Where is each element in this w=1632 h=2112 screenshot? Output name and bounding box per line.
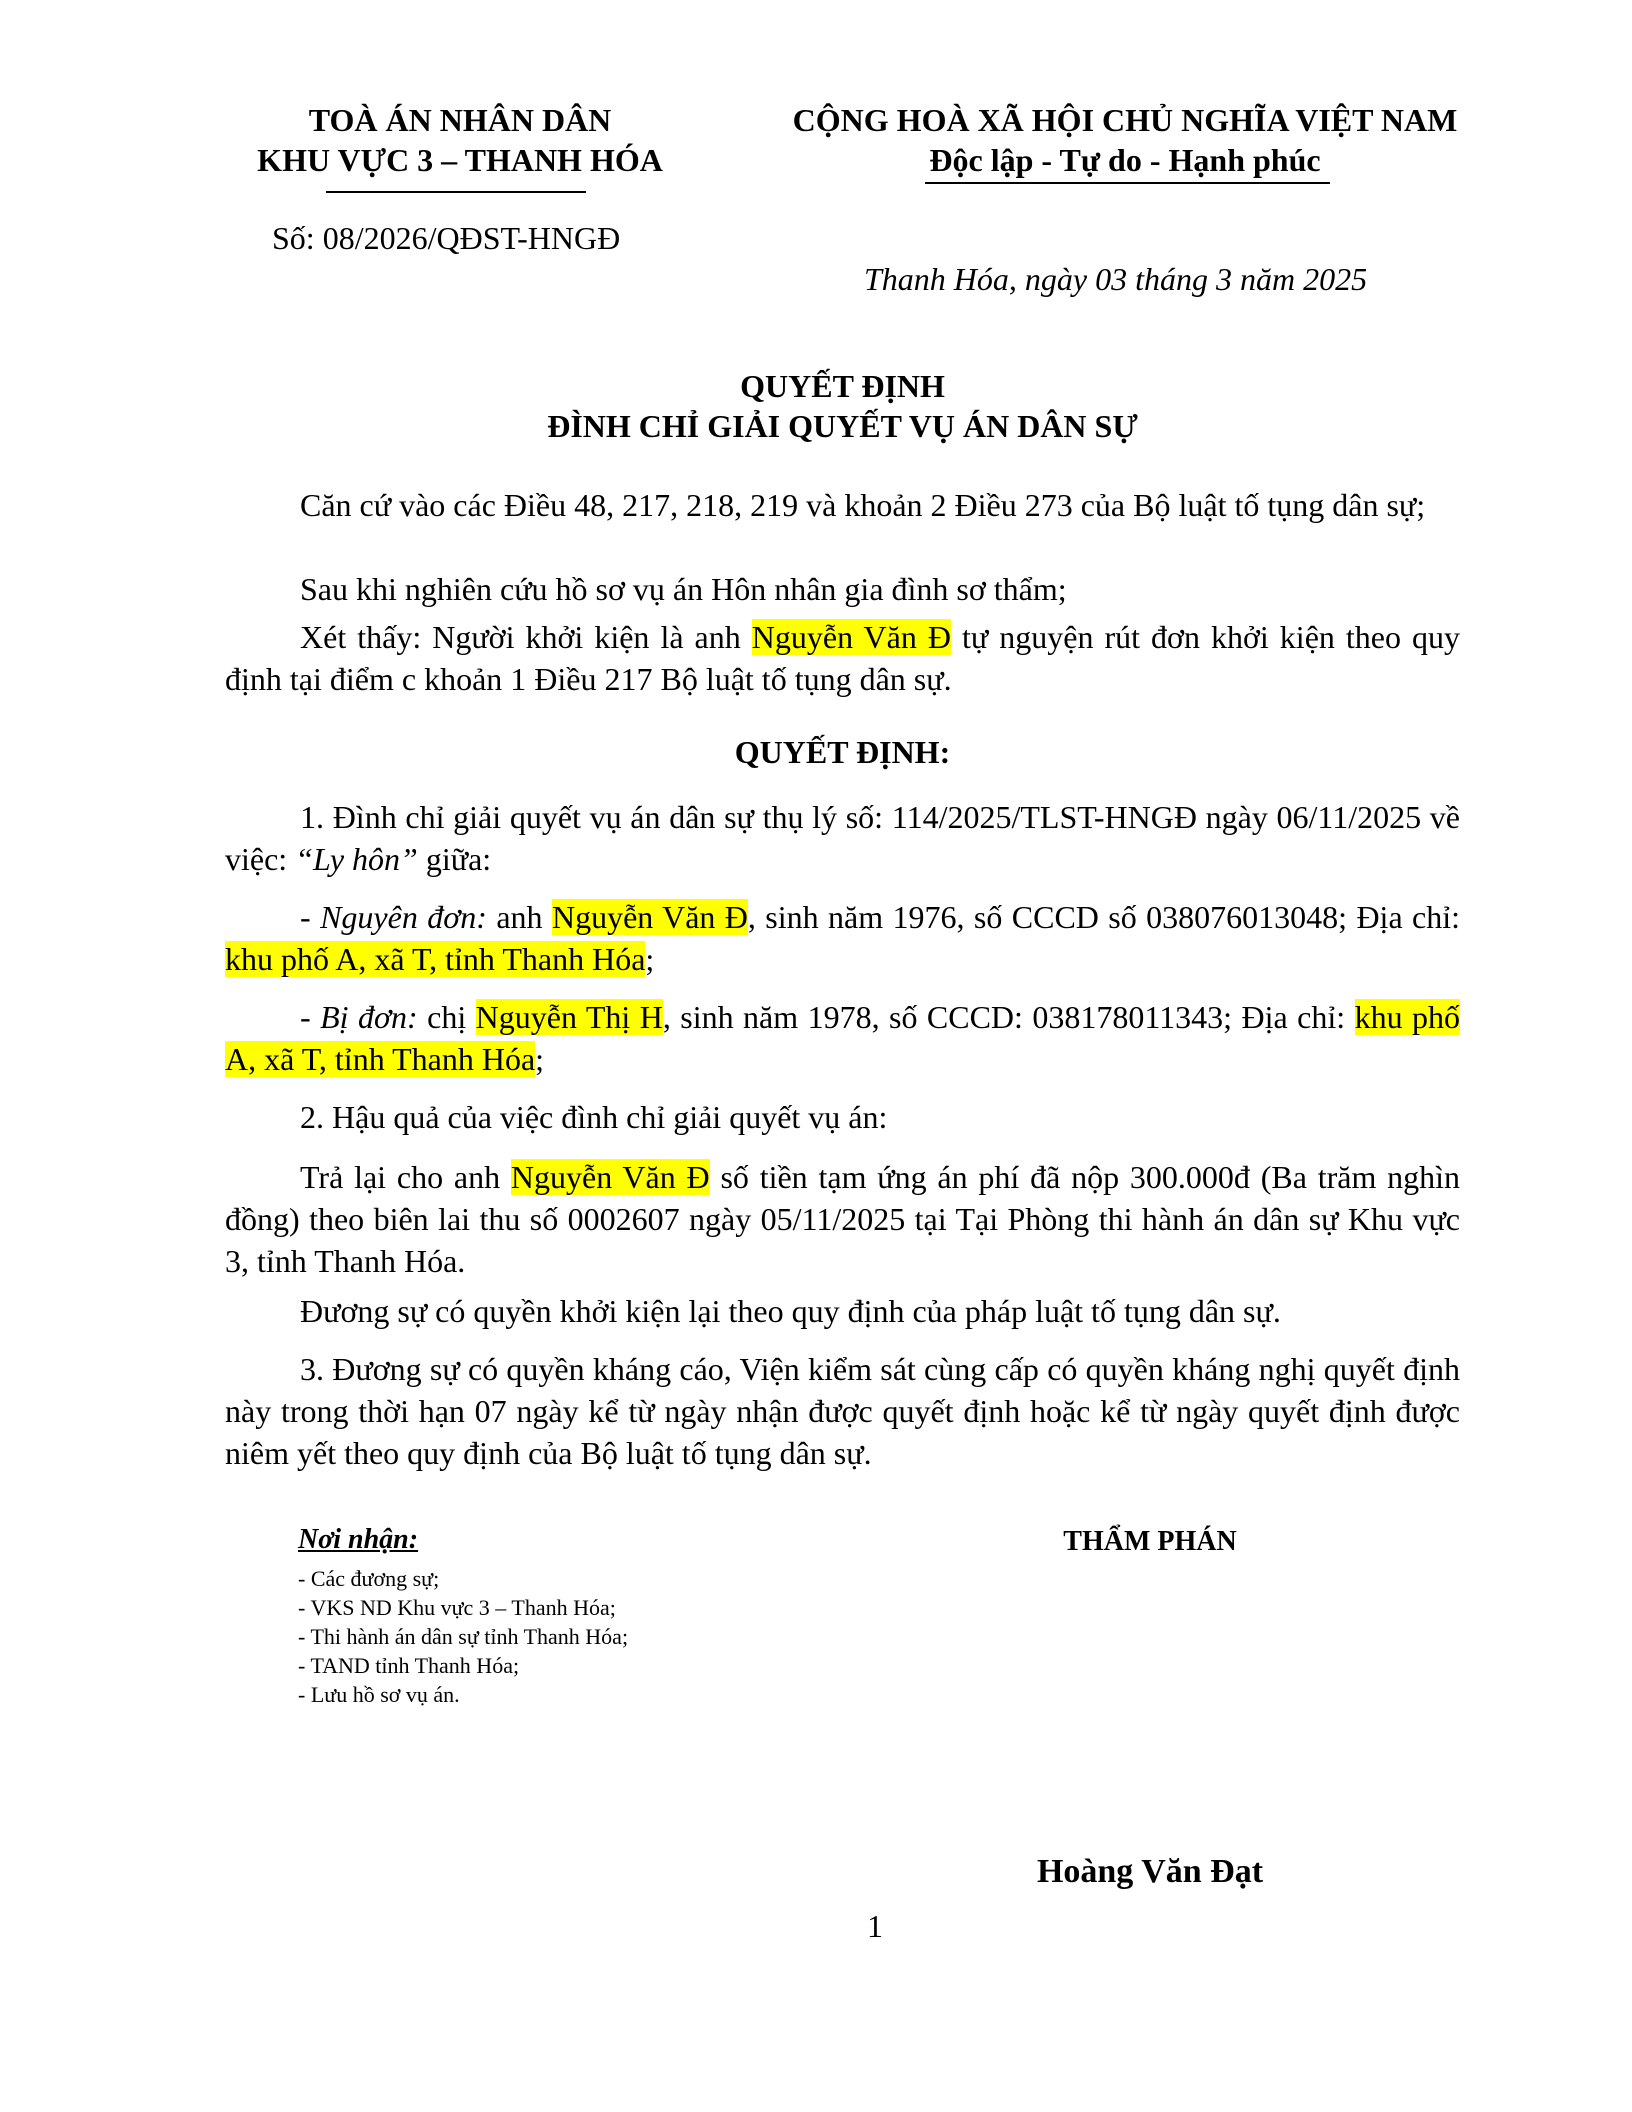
defendant-label: Bị đơn:	[320, 999, 418, 1035]
motto-underline	[925, 182, 1330, 184]
plaintiff-prefix: anh	[486, 899, 552, 935]
consideration-text-after: tự nguyện rút đơn khởi kiện theo quy định tại điểm c khoản 1 Điều 217 Bộ luật tố tụng dân sự.	[225, 619, 1461, 697]
plaintiff-dash: -	[300, 899, 321, 935]
preamble-review: Sau khi nghiên cứu hồ sơ vụ án Hôn nhân gia đình sơ thẩm;	[300, 571, 1067, 607]
title-line1: QUYẾT ĐỊNH	[740, 368, 945, 404]
decision-item-3: 3. Đương sự có quyền kháng cáo, Viện kiểm sát cùng cấp có quyền kháng nghị quyết định này trong thời hạn 07 ngày kể từ ngày nhận được quyết định hoặc kể từ ngày quyết định được niêm yết theo quy định của Bộ luật tố tụng dân sự.	[225, 1351, 1460, 1471]
defendant-info: , sinh năm 1978, số CCCD: 038178011343; Địa chỉ:	[662, 999, 1355, 1035]
refund-name: Nguyễn Văn Đ	[510, 1159, 710, 1195]
recipient-item: - TAND tỉnh Thanh Hóa;	[298, 1651, 628, 1680]
nation-name: CỘNG HOÀ XÃ HỘI CHỦ NGHĨA VIỆT NAM	[792, 102, 1458, 138]
plaintiff-name-highlight: Nguyễn Văn Đ	[751, 619, 951, 655]
court-name	[200, 100, 720, 180]
decision-item-1	[225, 796, 1460, 880]
national-header	[760, 100, 1490, 180]
judge-name: Hoàng Văn Đạt	[1036, 1853, 1264, 1890]
recipient-item: - Các đương sự;	[298, 1564, 628, 1593]
nation-motto: Độc lập - Tự do - Hạnh phúc	[929, 142, 1321, 178]
document-number: Số: 08/2026/QĐST-HNGĐ	[272, 220, 621, 256]
consideration-text: Xét thấy: Người khởi kiện là anh	[300, 619, 752, 655]
recipient-item: - VKS ND Khu vực 3 – Thanh Hóa;	[298, 1593, 628, 1622]
defendant-prefix: chị	[417, 999, 476, 1035]
plaintiff-name: Nguyễn Văn Đ	[551, 899, 748, 935]
decision-heading: QUYẾT ĐỊNH:	[734, 734, 951, 770]
case-type: “Ly hôn”	[295, 841, 418, 877]
defendant-entry	[225, 996, 1460, 1080]
rights-paragraph: Đương sự có quyền khởi kiện lại theo quy định của pháp luật tố tụng dân sự.	[300, 1293, 1281, 1329]
plaintiff-label: Nguyên đơn:	[320, 899, 487, 935]
page-number: 1	[867, 1908, 883, 1944]
plaintiff-entry	[225, 896, 1460, 980]
defendant-name: Nguyễn Thị H	[475, 999, 663, 1035]
document-title	[225, 366, 1460, 446]
recipient-item: - Lưu hồ sơ vụ án.	[298, 1680, 628, 1709]
recipients-block	[298, 1522, 628, 1709]
preamble-legal-basis: Căn cứ vào các Điều 48, 217, 218, 219 và khoản 2 Điều 273 của Bộ luật tố tụng dân sự;	[300, 487, 1426, 523]
defendant-end: ;	[535, 1041, 545, 1077]
place-date: Thanh Hóa, ngày 03 tháng 3 năm 2025	[864, 261, 1368, 297]
defendant-dash: -	[300, 999, 321, 1035]
item1-text-after: giữa:	[417, 841, 492, 877]
court-name-line1: TOÀ ÁN NHÂN DÂN	[308, 102, 612, 138]
court-name-line2: KHU VỰC 3 – THANH HÓA	[257, 142, 663, 178]
refund-text: Trả lại cho anh	[300, 1159, 511, 1195]
recipients-list	[298, 1564, 628, 1709]
plaintiff-address: khu phố A, xã T, tỉnh Thanh Hóa	[225, 941, 646, 977]
title-line2: ĐÌNH CHỈ GIẢI QUYẾT VỤ ÁN DÂN SỰ	[547, 408, 1138, 444]
refund-text-after: số tiền tạm ứng án phí đã nộp 300.000đ (Ba trăm nghìn đồng) theo biên lai thu số 0002607 ngày 05/11/2025 tại Tại Phòng thi hành án dân sự Khu vực 3, tỉnh Thanh Hóa.	[225, 1159, 1461, 1279]
decision-item-2: 2. Hậu quả của việc đình chỉ giải quyết vụ án:	[300, 1099, 888, 1135]
plaintiff-info: , sinh năm 1976, số CCCD số 038076013048; Địa chỉ:	[747, 899, 1461, 935]
court-divider	[326, 191, 586, 193]
judge-title: THẨM PHÁN	[1063, 1526, 1237, 1557]
plaintiff-end: ;	[645, 941, 655, 977]
item1-text: 1. Đình chỉ giải quyết vụ án dân sự thụ lý số: 114/2025/TLST-HNGĐ ngày 06/11/2025 về việc:	[225, 799, 1460, 877]
preamble-consideration	[225, 616, 1460, 700]
defendant-address: khu phố A, xã T, tỉnh Thanh Hóa	[225, 999, 1461, 1077]
refund-paragraph	[225, 1156, 1460, 1282]
recipients-heading: Nơi nhận:	[298, 1524, 419, 1555]
recipient-item: - Thi hành án dân sự tỉnh Thanh Hóa;	[298, 1622, 628, 1651]
